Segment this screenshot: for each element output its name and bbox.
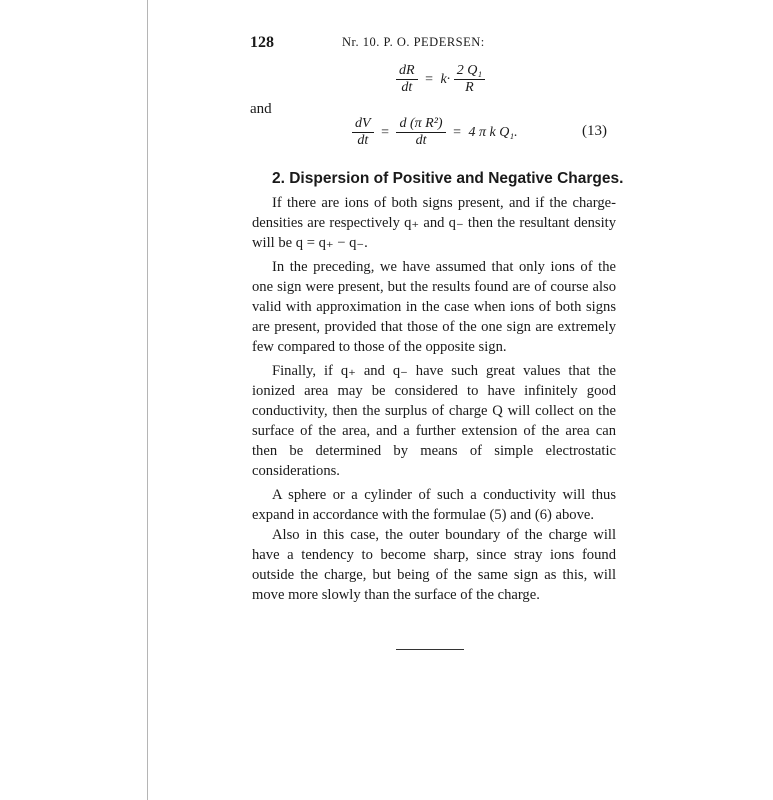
equation-number: (13) [582,123,607,139]
constant-k: k· [440,71,451,87]
rhs-term: 4 π k Q₁. [468,124,518,140]
denominator: dt [357,133,369,148]
numerator: dR [396,63,418,80]
paragraph-3: Finally, if q₊ and q₋ have such great values that the ionized area may be considered to have infinitely good conductivity, then the surplus of charge Q will collect on the surface of the area, and a further extension of the area can then be determined by means of simple electrostatic considerations. [252,363,616,479]
fraction-dr-dt [396,63,418,96]
numerator: d (π R²) [396,116,445,133]
paragraph-4: A sphere or a cylinder of such a conductivity will thus expand in accordance with the formulae (5) and (6) above. [252,487,616,523]
numerator: 2 Q₁ [454,63,485,80]
paragraph-5: Also in this case, the outer boundary of the charge will have a tendency to become sharp, since stray ions found outside the charge, but being of the same sign as this, will move more slowly than the surface of the charge. [252,527,616,603]
paragraph-1: If there are ions of both signs present, and if the charge-densities are respectively q₊ and q₋ then the resultant density will be q = q₊ − q₋. [252,195,616,251]
equals-sign: = [453,124,461,140]
fraction-d-pi-r2-dt [396,116,445,149]
binding-margin-line [147,0,148,800]
equals-sign: = [381,124,389,140]
fraction-dv-dt [352,116,374,149]
page-number: 128 [250,34,274,51]
paragraph-2: In the preceding, we have assumed that only ions of the one sign were present, but the results found are of course also valid with approximation in the case when ions of both signs are present, provided that those of the one sign are extremely few compared to those of the opposite sign. [252,259,616,355]
denominator: R [465,80,474,95]
equation-dv-dt [352,116,518,149]
end-rule [396,649,464,650]
running-head: Nr. 10. P. O. PEDERSEN: [342,35,485,49]
denominator: dt [415,133,427,148]
equation-dr-dt [396,63,485,96]
conjunction-and: and [250,101,272,117]
section-heading: 2. Dispersion of Positive and Negative Charges. [272,170,624,187]
fraction-2q1-r [454,63,485,96]
numerator: dV [352,116,374,133]
equals-sign: = [425,71,433,87]
denominator: dt [401,80,413,95]
body-text [252,193,616,609]
